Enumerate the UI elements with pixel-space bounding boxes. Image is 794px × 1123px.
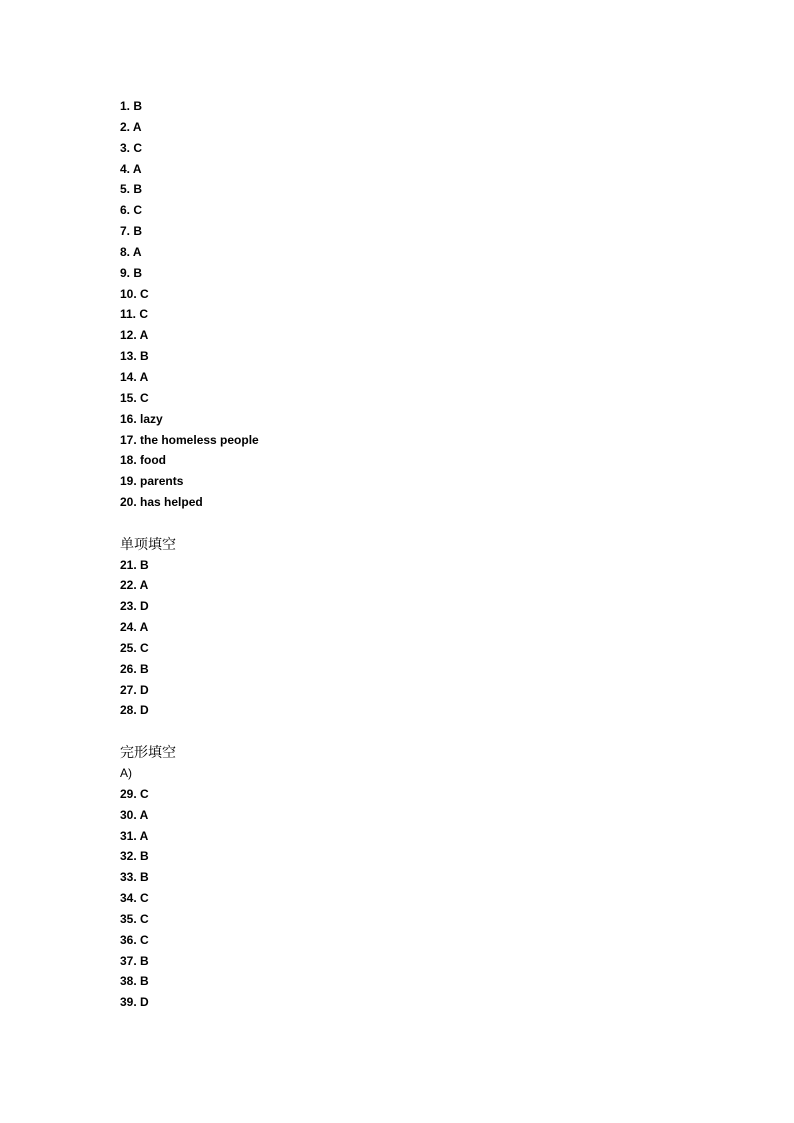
answer-item: 8. A (120, 244, 142, 259)
answer-item: 7. B (120, 224, 143, 239)
answer-item: 37. B (120, 953, 149, 968)
answer-item: 31. A (120, 828, 149, 843)
answer-item: 6. C (120, 203, 143, 218)
answer-item: 9. B (120, 265, 143, 280)
answer-item: 1. B (120, 99, 143, 113)
answer-item: 17. the homeless people (120, 432, 259, 447)
answer-item: 21. B (120, 557, 149, 572)
answer-item: 23. D (120, 599, 149, 614)
subsection-label: A) (120, 766, 132, 780)
section-heading-cloze: 完形填空 (120, 744, 176, 761)
answer-item: 12. A (120, 328, 149, 343)
answer-item: 4. A (120, 161, 142, 176)
answer-item: 28. D (120, 703, 149, 718)
answer-item: 29. C (120, 786, 149, 801)
answer-item: 38. B (120, 974, 149, 989)
answer-item: 30. A (120, 807, 149, 822)
answer-list-2 (120, 555, 680, 722)
answer-item: 22. A (120, 578, 149, 593)
answer-item: 36. C (120, 932, 149, 947)
answer-item: 16. lazy (120, 411, 163, 426)
answer-item: 11. C (120, 307, 149, 322)
answer-item: 20. has helped (120, 495, 203, 510)
answer-list-3 (120, 784, 680, 1013)
answer-list-1 (120, 96, 680, 513)
answer-item: 39. D (120, 995, 149, 1010)
answer-item: 34. C (120, 891, 149, 906)
answer-item: 3. C (120, 140, 143, 155)
spacer (120, 513, 680, 534)
answer-item: 2. A (120, 119, 142, 134)
answer-item: 5. B (120, 182, 143, 197)
answer-item: 14. A (120, 369, 149, 384)
spacer (120, 721, 680, 742)
answer-item: 25. C (120, 640, 149, 655)
answer-item: 26. B (120, 661, 149, 676)
answer-item: 33. B (120, 870, 149, 885)
answer-item: 18. food (120, 453, 167, 468)
answer-item: 24. A (120, 620, 149, 635)
answer-item: 15. C (120, 390, 149, 405)
answer-item: 32. B (120, 849, 149, 864)
answer-item: 35. C (120, 911, 149, 926)
answer-item: 10. C (120, 286, 149, 301)
answer-item: 13. B (120, 349, 149, 364)
section-heading-single-choice: 单项填空 (120, 535, 176, 552)
answer-item: 19. parents (120, 474, 184, 489)
answer-item: 27. D (120, 682, 149, 697)
answer-key-page (120, 96, 680, 1013)
